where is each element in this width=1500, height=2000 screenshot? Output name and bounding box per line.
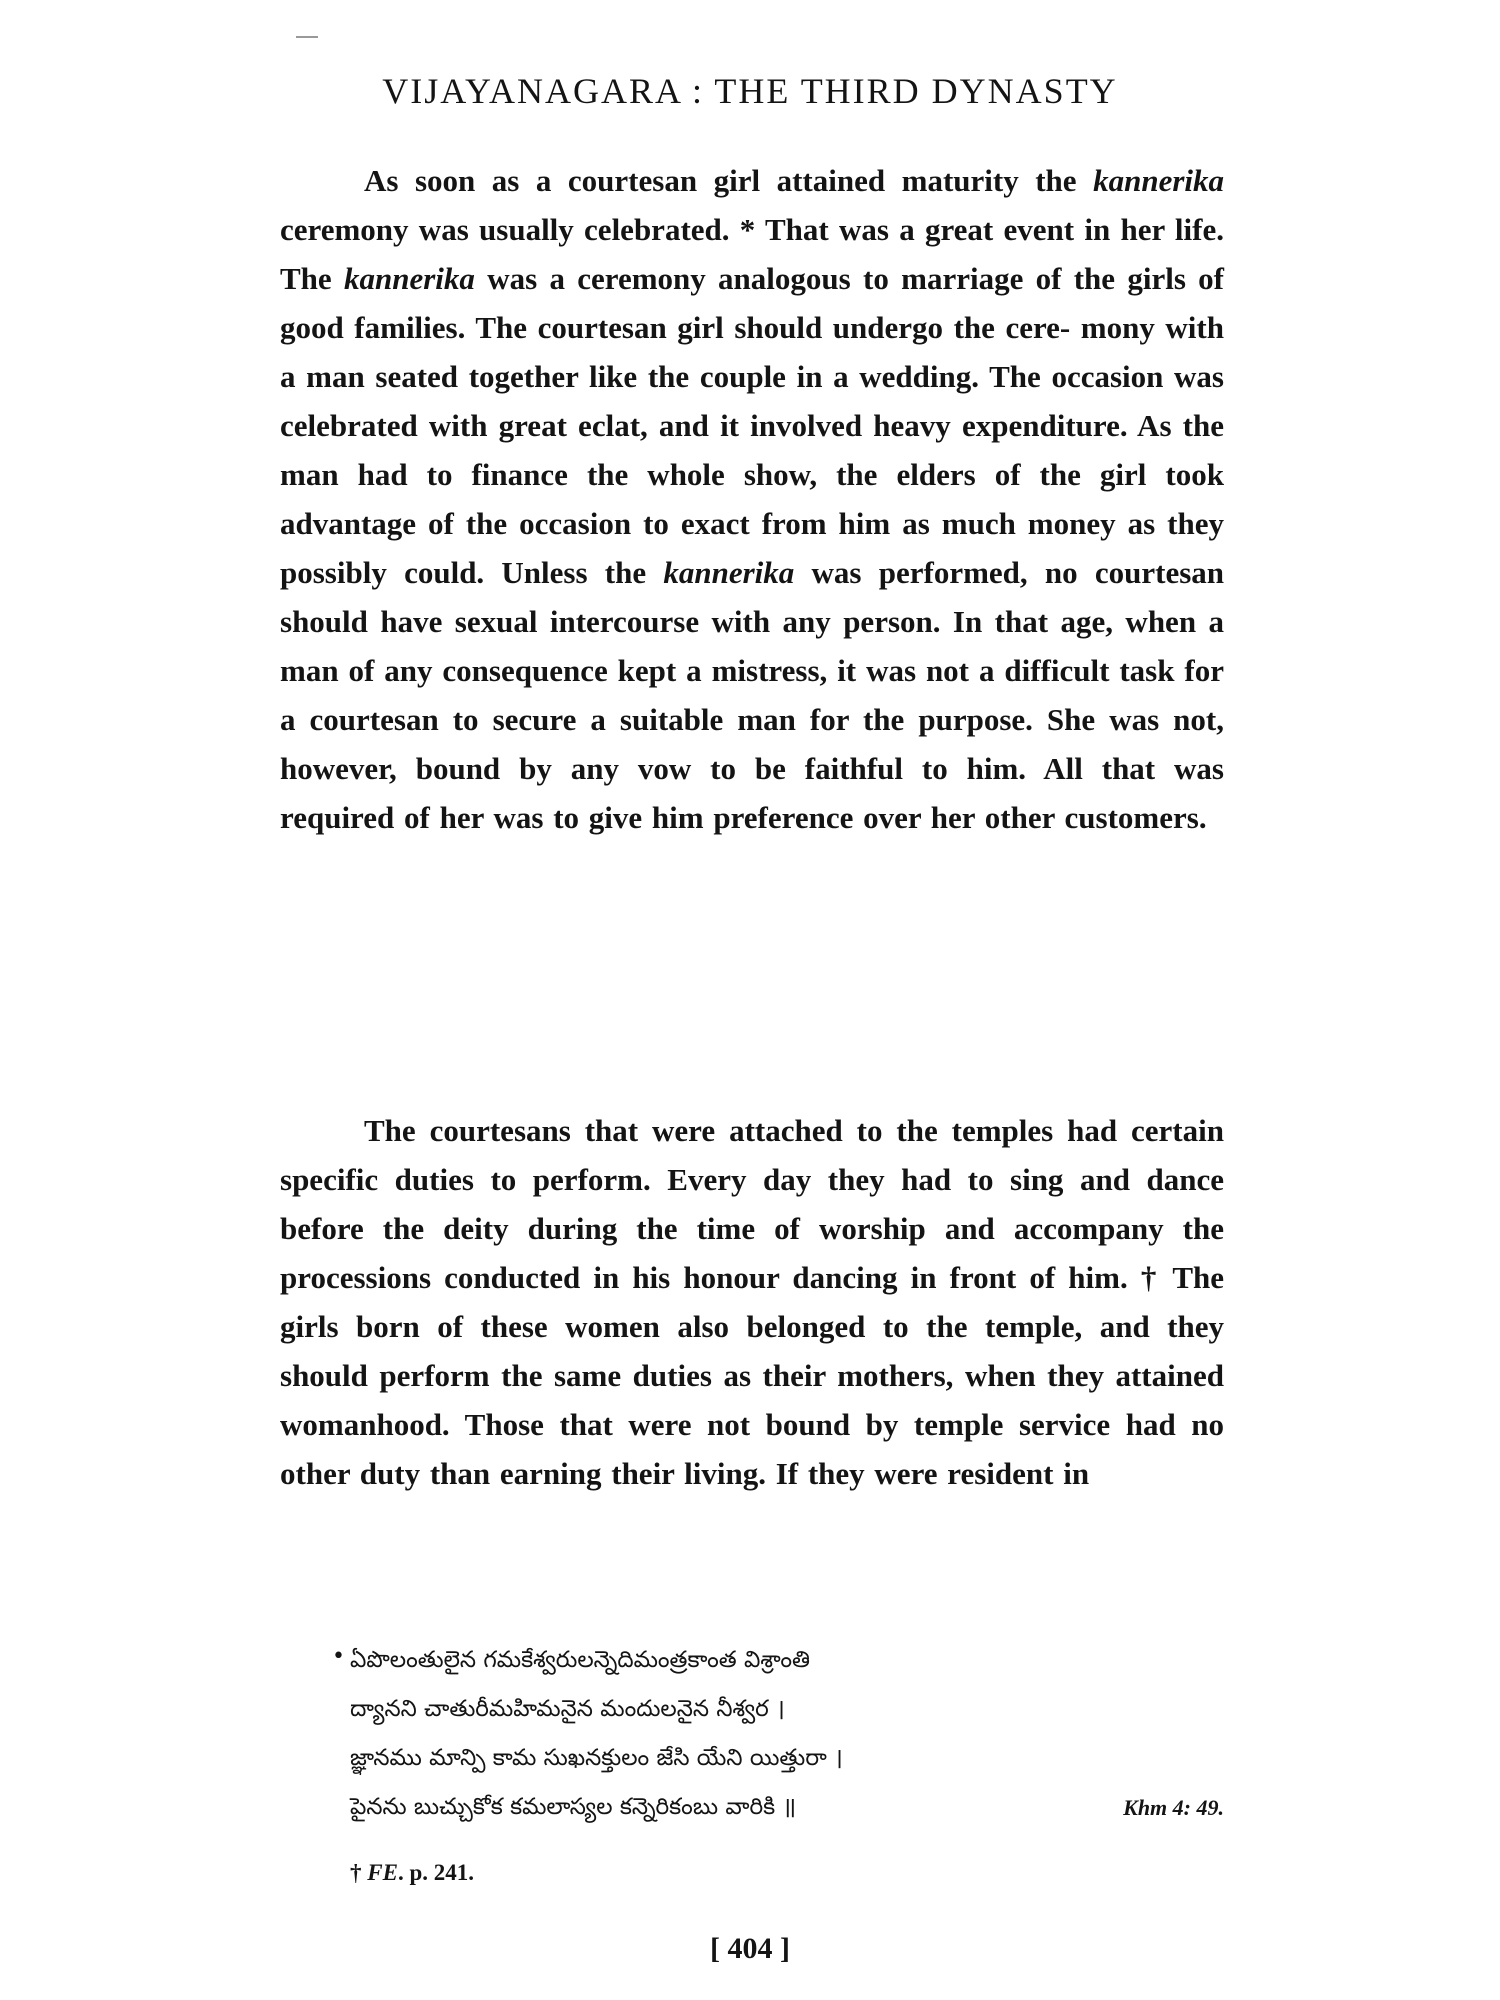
body-paragraph-2 [280,1106,1224,1498]
italic-term: kannerika [343,261,475,296]
italic-term: kannerika [663,555,795,590]
footnote-marker: • [332,1644,345,1669]
italic-term: kannerika [1093,163,1225,198]
footnote-reference: Khm 4: 49. [1123,1795,1224,1820]
paragraph-text: ceremony was usually celebrated. * That was a great event in her life. The [280,212,1224,296]
verse-line: పైనను బుచ్చుకోక కమలాస్యల కన్నెరికంబు వారికి ॥ Khm 4: 49. [350,1783,1230,1832]
paragraph-text: As soon as a courtesan girl attained maturity the [364,163,1077,198]
running-head: VIJAYANAGARA : THE THIRD DYNASTY [382,71,1118,111]
page-number: [ 404 ] [710,1932,790,1965]
paragraph-text: The courtesans that were attached to the temples had certain specific duties to perform. Every day they had to sing and dance before the deity during the time of worship and accompany the processions conducted in his honour dancing in front of him. † The girls born of these women also belonged to the temple, and they should perform the same duties as their mothers, when they attained womanhood. Those that were not bound by temple service had no other duty than earning their living. If they were resident in [280,1113,1224,1491]
verse-line: • ఏపొలంతులైన గమకేశ్వరులన్నెదిమంత్రకాంత విశ్రాంతి [350,1636,1230,1685]
print-mark [296,36,318,38]
verse-line: జ్ఞానము మాన్పి కామ సుఖనక్తులం జేసి యేని యిత్తురా । [350,1745,843,1771]
paragraph-text: was performed, no courtesan should have sexual intercourse with any person. In that age, when a man of any consequence kept a mistress, it was not a difficult task for a courtesan to secure a suitable man for the purpose. She was not, however, bound by any vow to be faithful to him. All that was required of her was to give him preference over her other customers. [280,555,1225,835]
source-abbrev: FE [367,1860,398,1885]
footnote-dagger: † FE. p. 241. [350,1860,474,1885]
paragraph-text: was a ceremony analogous to marriage of the girls of good families. The courtesan girl should undergo the cere- mony with a man seated together like the couple in a wedding. The occasion was celebrated with great eclat, and it involved heavy expenditure. As the man had to finance the whole show, the elders of the girl took advantage of the occasion to exact from him as much money as they possibly could. Unless the [280,261,1225,590]
body-paragraph-1 [280,156,1224,842]
verse-line: ద్యానని చాతురీమహిమనైన మందులనైన నీశ్వర । [350,1696,785,1722]
footnote-verse [332,1636,1230,1832]
